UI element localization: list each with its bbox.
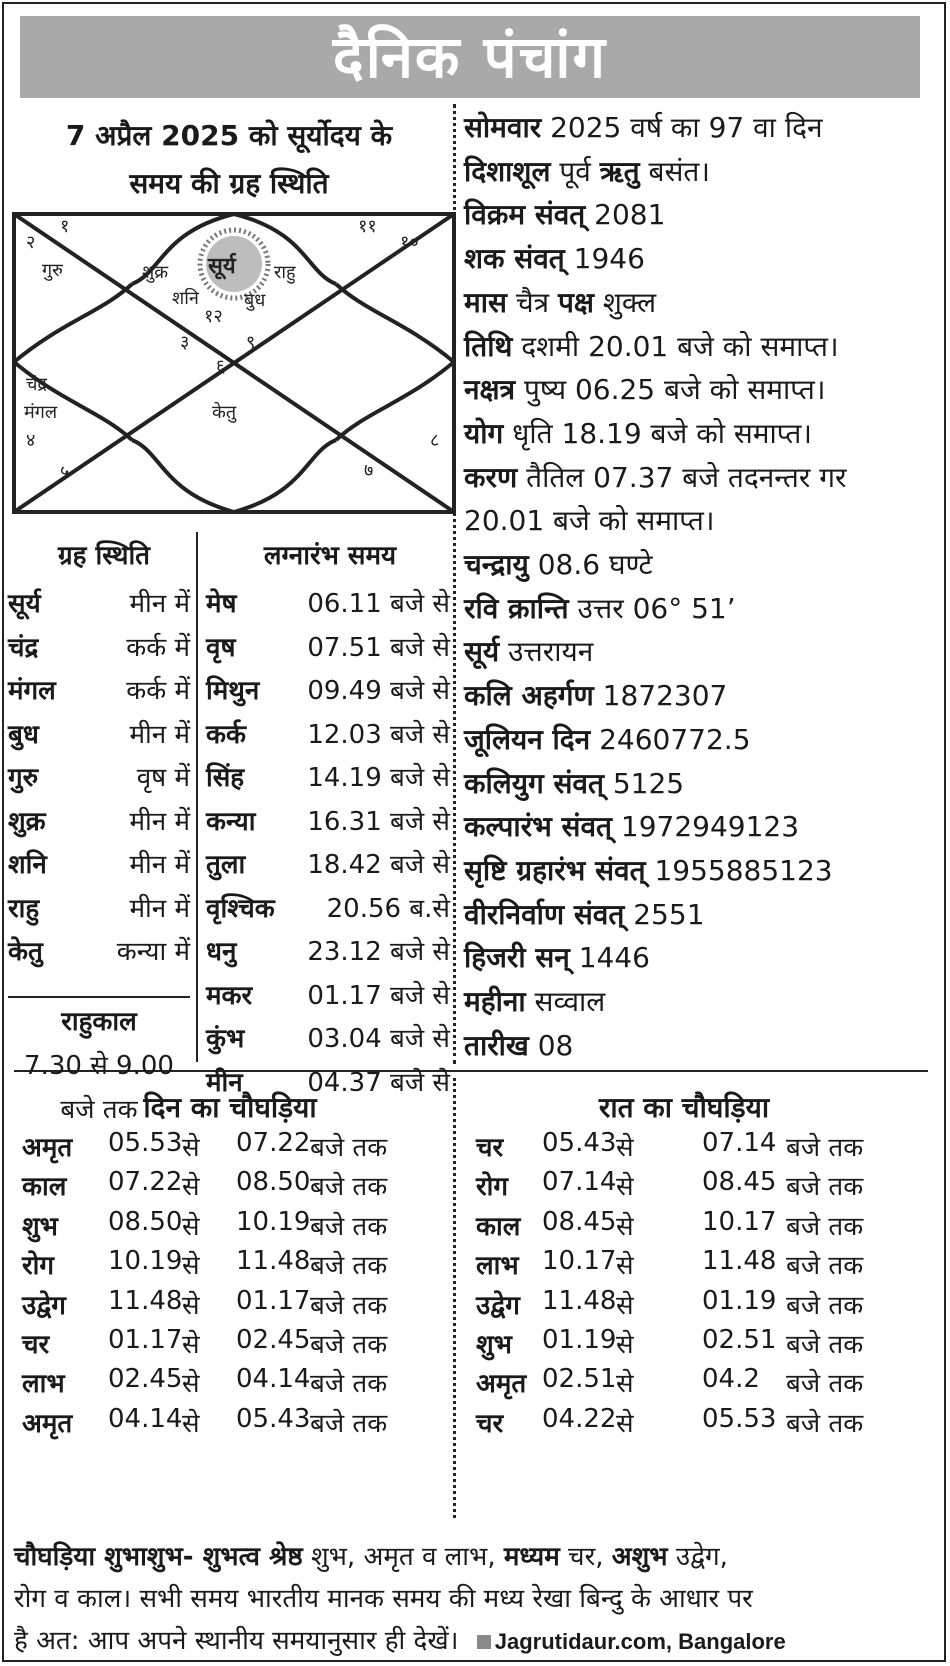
info-value: 2551: [624, 897, 705, 931]
start-time: 10.17: [542, 1246, 617, 1277]
se-label: से: [182, 1369, 200, 1400]
start-time: 01.17: [108, 1325, 183, 1355]
until-label: बजे तक: [786, 1290, 864, 1321]
until-label: बजे तक: [310, 1290, 388, 1321]
panchang-info-row: [464, 152, 940, 190]
planet-sign: वृष में: [136, 763, 190, 793]
se-label: से: [616, 1133, 634, 1163]
info-key: चन्द्रायु: [464, 548, 529, 581]
footer-bold: मध्यम: [503, 1542, 560, 1572]
muhurat-name: अमृत: [22, 1408, 73, 1439]
end-time: 08.45: [702, 1167, 777, 1198]
info-value: धृति 18.19 बजे को समाप्त।: [503, 416, 812, 450]
info-key: सूर्य: [464, 635, 500, 669]
footer-note: [14, 1536, 934, 1663]
end-time: 05.53: [702, 1403, 777, 1434]
lagna-time: 18.42 बजे से: [307, 850, 450, 880]
panchang-info-row: [464, 764, 940, 802]
lagna-row: [206, 932, 450, 978]
square-icon: [477, 1635, 491, 1649]
planet-name: मंगल: [8, 676, 56, 706]
planet-sign: मीन में: [129, 589, 190, 619]
day-choghadiya-row: [22, 1167, 442, 1207]
lagna-heading: लग्नारंभ समय: [263, 541, 397, 571]
se-label: से: [182, 1290, 200, 1321]
house-number: १: [60, 216, 70, 237]
panchang-info-row: [464, 370, 940, 408]
se-label: से: [182, 1133, 200, 1163]
planet-position-row: [8, 932, 190, 978]
panchang-info-row: [464, 807, 940, 845]
info-key: नक्षत्र: [464, 373, 516, 407]
muhurat-name: लाभ: [476, 1251, 519, 1282]
panchang-info-row: [464, 720, 940, 758]
lagna-sign: वृश्चिक: [206, 893, 275, 924]
planet-label: राहु: [274, 262, 296, 283]
until-label: बजे तक: [310, 1330, 388, 1360]
lagna-row: [206, 628, 450, 674]
muhurat-name: चर: [476, 1408, 504, 1439]
info-key: कलियुग संवत्: [464, 766, 604, 800]
info-key: महीना: [464, 985, 526, 1018]
rahukaal-suffix: बजे तक: [60, 1095, 138, 1125]
night-choghadiya-row: [476, 1404, 896, 1444]
footer-text: चर,: [559, 1542, 612, 1572]
until-label: बजे तक: [310, 1251, 388, 1282]
se-label: से: [616, 1290, 634, 1321]
info-value: पुष्य 06.25 बजे को समाप्त।: [515, 373, 826, 407]
start-time: 02.51: [542, 1364, 617, 1395]
until-label: बजे तक: [310, 1408, 388, 1439]
start-time: 05.53: [108, 1128, 183, 1158]
info-value: दशमी 20.01 बजे को समाप्त।: [512, 329, 839, 363]
planet-sign: मीन में: [129, 893, 190, 924]
panchang-info-row: [464, 458, 940, 496]
planet-position-row: [8, 758, 190, 804]
info-value: बसंत।: [639, 154, 710, 188]
panchang-info-row: [464, 283, 940, 321]
end-time: 01.19: [702, 1285, 777, 1316]
lagna-time: 03.04 बजे से: [307, 1024, 450, 1054]
house-number: १०: [400, 232, 419, 253]
lagna-row: [206, 758, 450, 804]
planet-sign: कर्क में: [126, 632, 190, 663]
day-choghadiya-row: [22, 1404, 442, 1444]
lagna-time: 06.11 बजे से: [307, 589, 450, 619]
planet-position-row: [8, 628, 190, 674]
muhurat-name: उद्वेग: [22, 1290, 66, 1321]
column-divider: [453, 1078, 456, 1518]
panchang-info-row: [464, 414, 940, 452]
until-label: बजे तक: [310, 1211, 388, 1242]
until-label: बजे तक: [786, 1369, 864, 1400]
muhurat-name: रोग: [22, 1251, 55, 1282]
planet-sign: कर्क में: [126, 676, 190, 706]
planet-sign: मीन में: [129, 719, 190, 750]
planet-sign: कन्या में: [116, 937, 190, 967]
night-choghadiya-row: [476, 1207, 896, 1247]
info-value: 2025 वर्ष का 97 वा दिन: [541, 111, 823, 144]
house-number: ४: [26, 430, 36, 451]
planet-name: केतु: [8, 937, 43, 967]
lagna-time: 07.51 बजे से: [307, 632, 450, 663]
start-time: 11.48: [108, 1285, 183, 1316]
lagna-sign: कर्क: [206, 719, 246, 750]
night-choghadiya-row: [476, 1167, 896, 1207]
lagna-sign: मीन: [206, 1067, 243, 1098]
info-key: विक्रम संवत्: [464, 198, 586, 232]
lagna-sign: कन्या: [206, 806, 256, 837]
panchang-info-row: [464, 327, 940, 365]
site-credit: Jagrutidaur.com, Bangalore: [494, 1629, 786, 1654]
planet-name: शुक्र: [8, 806, 46, 837]
footer-text: है अत: आप अपने स्थानीय समयानुसार ही देखें।: [14, 1626, 459, 1656]
start-time: 11.48: [542, 1285, 617, 1316]
lagna-row: [206, 1019, 450, 1065]
end-time: 01.17: [236, 1285, 311, 1316]
panchang-info-row: [464, 589, 940, 627]
lagna-sign: धनु: [206, 937, 237, 967]
info-value: 5125: [603, 766, 685, 800]
panchang-info-row: [464, 108, 940, 146]
info-value: 08.6 घण्टे: [528, 548, 653, 581]
panchang-info-row: [464, 676, 940, 714]
day-choghadiya-row: [22, 1325, 442, 1365]
until-label: बजे तक: [786, 1408, 864, 1439]
footer-bold: चौघड़िया शुभाशुभ- शुभत्व श्रेष्ठ: [14, 1542, 303, 1572]
panchang-info-row: [464, 938, 940, 976]
se-label: से: [616, 1408, 634, 1439]
info-value: शुक्ल: [593, 285, 657, 319]
start-time: 05.43: [542, 1128, 617, 1158]
rahukaal-time: 7.30 से 9.00: [24, 1051, 174, 1081]
se-label: से: [182, 1408, 200, 1439]
info-value: सव्वाल: [525, 985, 606, 1018]
info-value: 2460772.5: [590, 722, 751, 756]
night-choghadiya-row: [476, 1128, 896, 1168]
house-number: १२: [204, 306, 223, 327]
info-key: तारीख: [464, 1028, 529, 1062]
night-choghadiya-heading: रात का चौघड़िया: [598, 1091, 770, 1124]
info-value: 1972949123: [612, 810, 800, 844]
muhurat-name: रोग: [476, 1172, 509, 1203]
night-choghadiya-row: [476, 1325, 896, 1365]
planet-label: चंद्र: [26, 374, 47, 395]
panchang-info-row: [464, 545, 940, 583]
end-time: 11.48: [702, 1246, 777, 1277]
planet-label: सूर्य: [208, 254, 236, 279]
footer-line: [14, 1620, 934, 1663]
house-number: ६: [216, 356, 226, 377]
until-label: बजे तक: [786, 1133, 864, 1163]
footer-text: शुभ, अमृत व लाभ,: [302, 1542, 504, 1572]
se-label: से: [616, 1369, 634, 1400]
planet-name: राहु: [8, 893, 40, 924]
end-time: 02.45: [236, 1325, 311, 1355]
lagna-time: 09.49 बजे से: [307, 676, 450, 706]
night-choghadiya-row: [476, 1364, 896, 1404]
lagna-row: [206, 889, 450, 935]
lagna-row: [206, 802, 450, 848]
house-number: ३: [180, 332, 190, 353]
lagna-row: [206, 584, 450, 630]
footer-line: [14, 1536, 934, 1578]
lagna-sign: मेष: [206, 589, 237, 619]
planet-label: शनि: [172, 288, 199, 309]
end-time: 04.14: [236, 1364, 311, 1395]
se-label: से: [182, 1172, 200, 1203]
muhurat-name: काल: [476, 1211, 521, 1242]
info-key: शक संवत्: [464, 242, 565, 276]
se-label: से: [616, 1172, 634, 1203]
info-key: करण: [464, 460, 518, 494]
house-number: २: [26, 232, 36, 253]
lagna-sign: मकर: [206, 980, 253, 1011]
info-value: 1446: [569, 941, 650, 975]
lagna-sign: वृष: [206, 632, 236, 663]
planet-position-row: [8, 715, 190, 761]
start-time: 07.14: [542, 1167, 617, 1198]
info-key: तिथि: [464, 329, 513, 363]
chart-heading-line: समय की ग्रह स्थिति: [129, 167, 329, 200]
day-choghadiya-row: [22, 1128, 442, 1168]
until-label: बजे तक: [310, 1369, 388, 1400]
panchang-info-row: [464, 239, 940, 277]
info-key: योग: [464, 416, 504, 450]
lagna-time: 16.31 बजे से: [307, 806, 450, 837]
planet-sign: मीन में: [129, 850, 190, 880]
lagna-time: 12.03 बजे से: [307, 719, 450, 750]
start-time: 07.22: [108, 1167, 183, 1198]
lagna-row: [206, 671, 450, 717]
muhurat-name: चर: [22, 1330, 50, 1360]
planet-name: चंद्र: [8, 632, 39, 663]
info-key: दिशाशूल: [464, 154, 551, 188]
muhurat-name: लाभ: [22, 1369, 65, 1400]
until-label: बजे तक: [310, 1172, 388, 1203]
info-value: 1946: [564, 242, 645, 276]
until-label: बजे तक: [786, 1211, 864, 1242]
end-time: 04.2: [702, 1364, 760, 1395]
se-label: से: [616, 1251, 634, 1282]
se-label: से: [616, 1330, 634, 1360]
until-label: बजे तक: [786, 1172, 864, 1203]
info-value: तैतिल 07.37 बजे तदनन्तर गर: [517, 460, 847, 494]
info-value: पूर्व: [550, 154, 600, 188]
muhurat-name: अमृत: [476, 1369, 527, 1400]
info-value: 1872307: [593, 679, 728, 713]
footer-bold: अशुभ: [611, 1542, 668, 1572]
planet-name: सूर्य: [8, 589, 41, 619]
house-number: ७: [364, 460, 374, 481]
lagna-sign: सिंह: [206, 763, 245, 793]
end-time: 10.19: [236, 1206, 311, 1237]
footer-line: रोग व काल। सभी समय भारतीय मानक समय की मध्य रेखा बिन्दु के आधार पर: [14, 1584, 753, 1614]
lagna-sign: तुला: [206, 850, 246, 880]
chart-heading-line: 7 अप्रैल 2025 को सूर्योदय के: [65, 119, 393, 152]
rahukaal-title: राहुकाल: [61, 1007, 137, 1037]
day-choghadiya-row: [22, 1246, 442, 1286]
info-value: उत्तर 06° 51’: [568, 591, 736, 625]
lagna-time: 01.17 बजे से: [307, 980, 450, 1011]
planet-name: बुध: [8, 719, 39, 750]
day-choghadiya-row: [22, 1364, 442, 1404]
house-number: ९: [246, 332, 256, 353]
info-key: ऋतु: [599, 154, 640, 188]
start-time: 02.45: [108, 1364, 183, 1395]
column-divider: [196, 532, 198, 1062]
info-key: कलि अहर्गण: [464, 679, 594, 713]
night-choghadiya-row: [476, 1246, 896, 1286]
panchang-info-row: [464, 851, 940, 889]
info-value: चैत्र: [506, 285, 558, 319]
chart-heading: [14, 112, 444, 208]
info-key: मास: [464, 285, 507, 319]
planet-label: शुक्र: [142, 262, 169, 283]
until-label: बजे तक: [310, 1133, 388, 1163]
start-time: 08.50: [108, 1206, 183, 1237]
planet-label: केतु: [212, 402, 237, 423]
start-time: 01.19: [542, 1325, 617, 1355]
planet-label: बुध: [244, 290, 266, 311]
lagna-time: 23.12 बजे से: [307, 937, 450, 967]
info-key: सोमवार: [464, 111, 542, 144]
lagna-time: 20.56 ब.से: [326, 893, 450, 924]
house-number: ८: [430, 430, 440, 451]
day-choghadiya-row: [22, 1207, 442, 1247]
muhurat-name: चर: [476, 1133, 504, 1163]
info-key: जूलियन दिन: [464, 722, 591, 756]
start-time: 04.14: [108, 1403, 183, 1434]
planet-position-row: [8, 802, 190, 848]
planet-label: गुरु: [42, 260, 63, 281]
end-time: 07.14: [702, 1128, 777, 1158]
info-key: पक्ष: [557, 285, 594, 319]
until-label: बजे तक: [786, 1330, 864, 1360]
planet-position-row: [8, 584, 190, 630]
house-number: ११: [358, 216, 377, 237]
info-value: उत्तरायन: [499, 635, 594, 669]
info-key: सृष्टि ग्रहारंभ संवत्: [464, 853, 646, 887]
end-time: 11.48: [236, 1246, 311, 1277]
footer-text: उद्वेग,: [667, 1542, 728, 1572]
planet-position-row: [8, 889, 190, 935]
start-time: 08.45: [542, 1206, 617, 1237]
planet-name: शनि: [8, 850, 47, 880]
lagna-row: [206, 976, 450, 1022]
planet-label: मंगल: [24, 402, 58, 423]
info-value: 08: [528, 1028, 574, 1062]
muhurat-name: उद्वेग: [476, 1290, 520, 1321]
panchang-info-row: [464, 501, 940, 539]
planet-position-row: [8, 671, 190, 717]
end-time: 07.22: [236, 1128, 311, 1158]
info-key: हिजरी सन्: [464, 941, 570, 975]
day-choghadiya-heading: दिन का चौघड़िया: [143, 1091, 317, 1124]
se-label: से: [182, 1211, 200, 1242]
panchang-info-row: [464, 895, 940, 933]
lagna-row: [206, 845, 450, 891]
kundali-chart: [12, 212, 456, 514]
page-title: दैनिक पंचांग: [20, 16, 920, 98]
end-time: 10.17: [702, 1206, 777, 1237]
se-label: से: [182, 1330, 200, 1360]
se-label: से: [182, 1251, 200, 1282]
muhurat-name: अमृत: [22, 1133, 73, 1163]
panchang-info-row: [464, 195, 940, 233]
info-key: कल्पारंभ संवत्: [464, 810, 613, 844]
lagna-time: 04.37 बजे से: [307, 1067, 450, 1098]
rahukaal-divider: [8, 996, 190, 998]
se-label: से: [616, 1211, 634, 1242]
info-key: रवि क्रान्ति: [464, 591, 569, 625]
lagna-row: [206, 715, 450, 761]
panchang-info-row: [464, 1026, 940, 1064]
panchang-info-row: [464, 632, 940, 670]
planet-positions-heading: ग्रह स्थिति: [57, 541, 151, 571]
info-value: 1955885123: [645, 853, 833, 887]
panchang-info-row: [464, 982, 940, 1020]
house-number: ५: [60, 462, 70, 483]
end-time: 08.50: [236, 1167, 311, 1198]
lagna-sign: कुंभ: [206, 1024, 245, 1054]
planet-name: गुरु: [8, 763, 39, 793]
until-label: बजे तक: [786, 1251, 864, 1282]
muhurat-name: काल: [22, 1172, 67, 1203]
planet-position-row: [8, 845, 190, 891]
start-time: 04.22: [542, 1403, 617, 1434]
start-time: 10.19: [108, 1246, 183, 1277]
planet-sign: मीन में: [129, 806, 190, 837]
lagna-time: 14.19 बजे से: [307, 763, 450, 793]
day-choghadiya-row: [22, 1286, 442, 1326]
end-time: 05.43: [236, 1403, 311, 1434]
night-choghadiya-row: [476, 1286, 896, 1326]
lagna-sign: मिथुन: [206, 676, 260, 706]
info-value: 2081: [585, 198, 666, 232]
muhurat-name: शुभ: [22, 1211, 58, 1242]
info-key: वीरनिर्वाण संवत्: [464, 897, 625, 931]
muhurat-name: शुभ: [476, 1330, 512, 1360]
info-value: 20.01 बजे को समाप्त।: [464, 504, 715, 538]
end-time: 02.51: [702, 1325, 777, 1355]
